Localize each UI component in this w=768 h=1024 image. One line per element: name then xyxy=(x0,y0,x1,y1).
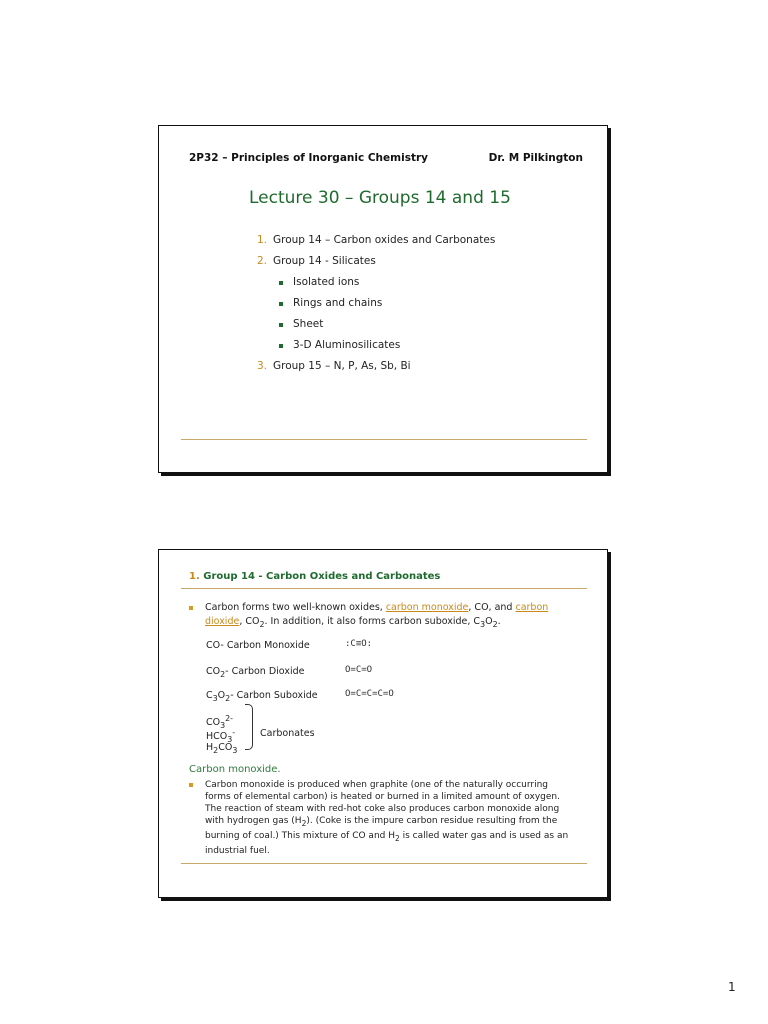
carbon-dioxide-link[interactable]: carbon dioxide xyxy=(205,602,549,627)
paragraph-text: ). (Coke is the impure carbon residue resulting from the burning of coal.) This mixture of CO and H xyxy=(205,816,558,841)
co-lewis-structure: :C≡O: xyxy=(345,639,373,649)
species-co xyxy=(206,640,310,651)
lecture-title: Lecture 30 – Groups 14 and 15 xyxy=(249,188,511,208)
formula: H xyxy=(206,742,214,753)
course-name: 2P32 – Principles of Inorganic Chemistry xyxy=(189,152,428,164)
species-c3o2 xyxy=(206,690,318,703)
intro-bullet xyxy=(189,601,575,632)
outline-subitem xyxy=(257,293,495,314)
subscript: 2 xyxy=(394,833,400,843)
bullet-icon xyxy=(279,344,283,348)
carbon-monoxide-link[interactable]: carbon monoxide xyxy=(385,602,469,613)
outline-text: Group 14 – Carbon oxides and Carbonates xyxy=(273,234,496,246)
subscript: 2 xyxy=(259,619,265,629)
section-heading xyxy=(189,571,440,582)
bullet-icon xyxy=(279,302,283,306)
outline-number: 1. xyxy=(257,234,268,246)
subitem-text: 3-D Aluminosilicates xyxy=(293,339,401,351)
subscript: 3 xyxy=(227,735,233,745)
outline-item xyxy=(257,356,495,377)
bullet-icon xyxy=(189,783,193,787)
intro-text: O xyxy=(485,616,493,627)
species-label: O xyxy=(217,690,226,701)
formula: HCO xyxy=(206,731,228,743)
paragraph-text: is called water gas and is used as an industrial fuel. xyxy=(205,830,569,856)
species-label: CO xyxy=(206,666,221,677)
outline-item xyxy=(257,230,495,251)
subscript: 2 xyxy=(213,745,219,755)
bullet-icon xyxy=(279,281,283,285)
bullet-icon xyxy=(189,606,193,610)
subscript: 2 xyxy=(301,818,307,828)
outline-item xyxy=(257,251,495,272)
subscript: 3 xyxy=(212,693,218,703)
subitem-text: Isolated ions xyxy=(293,276,360,288)
slide-1 xyxy=(158,125,608,473)
intro-text: . xyxy=(497,616,501,627)
subscript: 3 xyxy=(480,619,486,629)
species-label: CO- Carbon Monoxide xyxy=(206,640,310,651)
author-name: Dr. M Pilkington xyxy=(488,152,583,164)
subitem-text: Rings and chains xyxy=(293,297,383,309)
outline-subitem xyxy=(257,335,495,356)
subscript: 2 xyxy=(492,619,498,629)
subscript: 2 xyxy=(220,669,226,679)
outline-text: Group 14 - Silicates xyxy=(273,255,376,267)
header-rule xyxy=(181,588,587,589)
carbon-monoxide-paragraph xyxy=(189,779,575,857)
species-label: - Carbon Dioxide xyxy=(225,666,305,677)
outline-subitem xyxy=(257,272,495,293)
bullet-icon xyxy=(279,323,283,327)
subscript: 3 xyxy=(232,745,238,755)
c3o2-lewis-structure: O=C=C=C=O xyxy=(345,689,394,699)
subscript: 3 xyxy=(220,721,226,731)
formula: CO xyxy=(206,717,221,729)
subscript: 2 xyxy=(225,693,231,703)
footer-rule xyxy=(181,863,587,864)
intro-text: . In addition, it also forms carbon suboxide, C xyxy=(264,616,481,627)
subitem-text: Sheet xyxy=(293,318,324,330)
superscript: - xyxy=(232,728,236,737)
carbonate-h2co3 xyxy=(206,742,237,755)
species-co2 xyxy=(206,666,304,679)
slide-2 xyxy=(158,549,608,898)
outline-subitem xyxy=(257,314,495,335)
footer-rule xyxy=(181,439,587,440)
species-label: - Carbon Suboxide xyxy=(230,690,318,701)
outline-number: 3. xyxy=(257,360,268,372)
section-title: Group 14 - Carbon Oxides and Carbonates xyxy=(203,571,441,582)
outline-text: Group 15 – N, P, As, Sb, Bi xyxy=(273,360,411,372)
page-number: 1 xyxy=(728,980,736,994)
co2-lewis-structure: O=C=O xyxy=(345,665,373,675)
carbonates-label: Carbonates xyxy=(260,728,315,739)
intro-text: , CO, and xyxy=(468,602,516,613)
carbonates-brace xyxy=(245,704,253,750)
species-label: C xyxy=(206,690,213,701)
lecture-outline xyxy=(257,230,495,377)
intro-text: , CO xyxy=(239,616,260,627)
paragraph-text: Carbon monoxide is produced when graphite (one of the naturally occurring forms of elemental carbon) is heated or burned in a limited amount of oxygen. The reaction of steam with red-hot coke also produces carbon monoxide along with hydrogen gas (H xyxy=(205,780,560,826)
superscript: 2- xyxy=(225,714,234,723)
slide-header xyxy=(189,152,583,166)
outline-number: 2. xyxy=(257,255,268,267)
intro-text: Carbon forms two well-known oxides, xyxy=(205,602,386,613)
section-number: 1. xyxy=(189,571,200,582)
carbon-monoxide-subheading: Carbon monoxide. xyxy=(189,764,281,775)
formula: CO xyxy=(218,742,233,753)
